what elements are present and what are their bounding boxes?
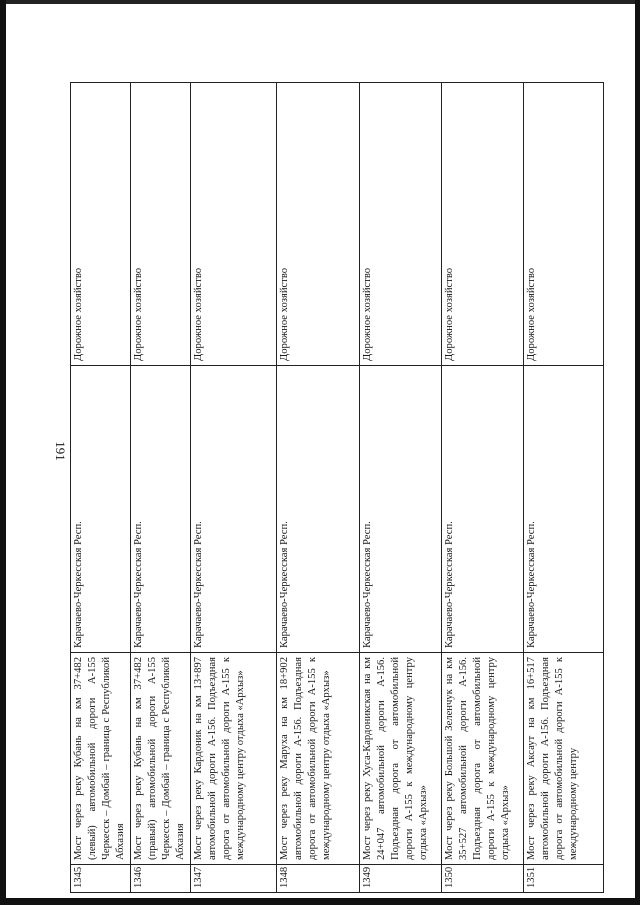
scan-edge-left (0, 0, 6, 905)
owner: Дорожное хозяйство (131, 83, 191, 366)
table-row (442, 83, 524, 893)
region: Карачаево-Черкесская Респ. (191, 366, 277, 653)
object-name: Мост через реку Хуса-Кардоникская на км 24+047 автомобильной дороги А-156. Подъездная дорога от автомобильной дороги А-155 к международному центру отдыха «Архыз» (360, 653, 442, 865)
owner: Дорожное хозяйство (442, 83, 524, 366)
owner: Дорожное хозяйство (71, 83, 131, 366)
row-number: 1347 (191, 865, 277, 893)
region: Карачаево-Черкесская Респ. (442, 366, 524, 653)
region: Карачаево-Черкесская Респ. (71, 366, 131, 653)
object-name: Мост через реку Кубань на км 37+482 (правый) автомобильной дороги А-155 Черкесск – Домбай – граница с Республикой Абхазия (131, 653, 191, 865)
owner: Дорожное хозяйство (191, 83, 277, 366)
scan-edge-bottom (0, 898, 640, 905)
row-number: 1345 (71, 865, 131, 893)
row-number: 1348 (277, 865, 360, 893)
object-name: Мост через реку Аксаут на км 16+517 автомобильной дороги А-156. Подъездная дорога от автомобильной дороги А-155 к международному центру (524, 653, 604, 865)
object-name: Мост через реку Большой Зеленчук на км 35+527 автомобильной дороги А-156. Подъездная дорога от автомобильной дороги А-155 к международному центру отдыха «Архыз» (442, 653, 524, 865)
object-name: Мост через реку Маруха на км 18+902 автомобильной дороги А-156. Подъездная дорога от автомобильной дороги А-155 к международному центру отдыха «Архыз» (277, 653, 360, 865)
page-number: 191 (53, 441, 68, 461)
region: Карачаево-Черкесская Респ. (524, 366, 604, 653)
owner: Дорожное хозяйство (524, 83, 604, 366)
owner: Дорожное хозяйство (360, 83, 442, 366)
region: Карачаево-Черкесская Респ. (360, 366, 442, 653)
scan-edge-top (0, 0, 640, 4)
rotated-page-content (70, 83, 615, 893)
owner: Дорожное хозяйство (277, 83, 360, 366)
object-name: Мост через реку Кубань на км 37+482 (левый) автомобильной дороги А-155 Черкесск – Домбай – граница с Республикой Абхазия (71, 653, 131, 865)
row-number: 1346 (131, 865, 191, 893)
object-name: Мост через реку Кардоник на км 13+897 автомобильной дороги А-156. Подъездная дорога от автомобильной дороги А-155 к международному центру отдыха «Архыз» (191, 653, 277, 865)
table-row (277, 83, 360, 893)
row-number: 1350 (442, 865, 524, 893)
table-row (71, 83, 131, 893)
row-number: 1349 (360, 865, 442, 893)
row-number: 1351 (524, 865, 604, 893)
scan-edge-right (635, 0, 640, 905)
table-row (524, 83, 604, 893)
region: Карачаево-Черкесская Респ. (277, 366, 360, 653)
table-row (191, 83, 277, 893)
table-row (360, 83, 442, 893)
table-row (131, 83, 191, 893)
region: Карачаево-Черкесская Респ. (131, 366, 191, 653)
register-table (70, 82, 604, 893)
